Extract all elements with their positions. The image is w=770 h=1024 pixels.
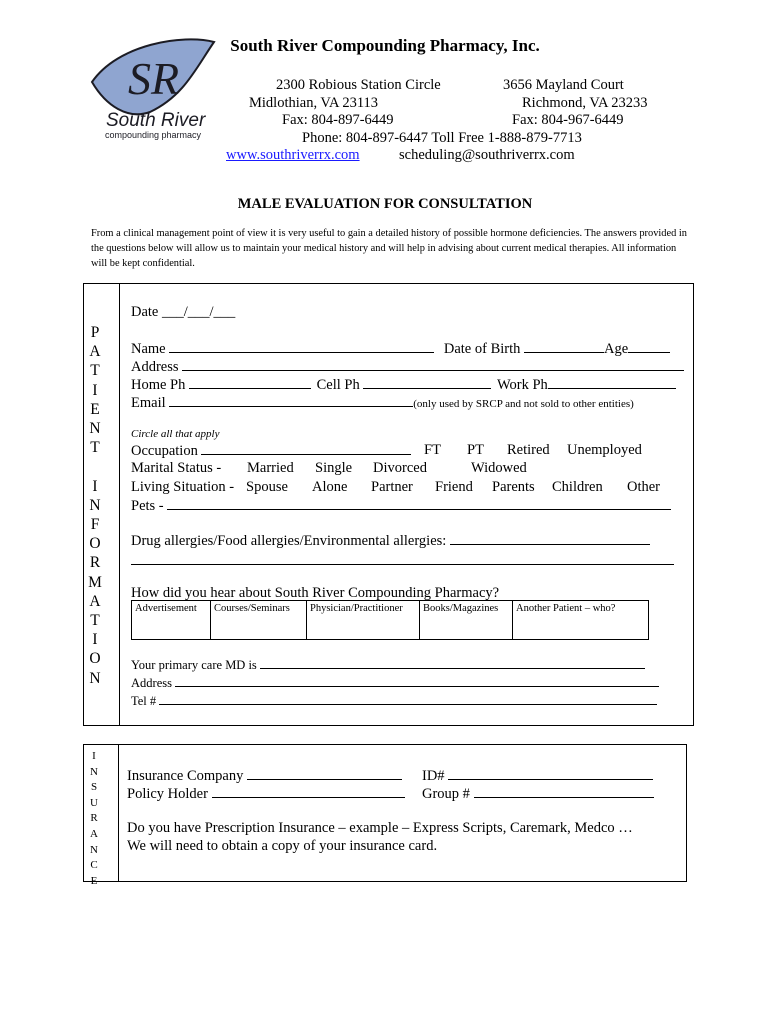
insurance-side-letter: U: [90, 796, 98, 809]
email-label: Email: [131, 395, 166, 411]
name-row: [131, 340, 670, 358]
policy-holder-row: [127, 785, 405, 803]
occupation-label: Occupation: [131, 443, 198, 459]
pcp-tel-row: [131, 694, 657, 709]
insurance-side-label: [83, 749, 105, 889]
option-married[interactable]: Married: [247, 460, 294, 476]
insurance-company-label: Insurance Company: [127, 768, 244, 784]
logo-brand: South River: [106, 110, 206, 131]
pcp-address-input[interactable]: [175, 676, 659, 687]
patient-side-letter: M: [88, 573, 102, 591]
patient-side-letter: O: [89, 650, 101, 668]
option-retired[interactable]: Retired: [507, 442, 550, 458]
patient-side-letter: T: [90, 612, 100, 630]
allergies-row: [131, 532, 650, 550]
patient-side-letter: T: [90, 362, 100, 380]
insurance-side-letter: S: [90, 781, 98, 794]
patient-side-letter: [83, 457, 107, 476]
policy-holder-input[interactable]: [212, 785, 405, 798]
option-partner[interactable]: Partner: [371, 479, 413, 495]
allergies-input[interactable]: [450, 532, 650, 545]
circle-note: Circle all that apply: [131, 428, 220, 440]
group-label: Group #: [422, 786, 470, 802]
address-input[interactable]: [182, 358, 684, 371]
option-widowed[interactable]: Widowed: [471, 460, 527, 476]
patient-side-letter: I: [92, 631, 98, 649]
option-children[interactable]: Children: [552, 479, 603, 495]
option-pt[interactable]: PT: [467, 442, 484, 458]
patient-side-label: [83, 323, 107, 688]
dob-label: Date of Birth: [443, 341, 521, 357]
dob-input[interactable]: [524, 340, 604, 353]
option-single[interactable]: Single: [315, 460, 353, 476]
address-row: [131, 358, 684, 376]
option-other[interactable]: Other: [627, 479, 661, 495]
insurance-side-letter: A: [90, 827, 98, 840]
cell-phone-label: Cell Ph: [316, 377, 360, 393]
rx-insurance-question: Do you have Prescription Insurance – example – Express Scripts, Caremark, Medco …: [127, 820, 633, 836]
work-phone-input[interactable]: [548, 376, 676, 389]
insurance-company-row: [127, 767, 402, 785]
patient-side-letter: E: [90, 400, 100, 418]
referral-courses[interactable]: Courses/Seminars: [211, 600, 307, 640]
home-phone-label: Home Ph: [131, 377, 186, 393]
insurance-id-label: ID#: [422, 768, 445, 784]
phones-row: [131, 376, 676, 394]
patient-side-letter: N: [89, 496, 101, 514]
patient-side-letter: A: [89, 592, 101, 610]
pcp-label: Your primary care MD is: [131, 658, 257, 672]
pcp-tel-label: Tel #: [131, 694, 157, 708]
option-divorced[interactable]: Divorced: [373, 460, 427, 476]
logo-monogram: SR: [128, 53, 180, 104]
name-input[interactable]: [169, 340, 434, 353]
referral-options-table: [131, 600, 649, 640]
patient-side-letter: F: [90, 516, 100, 534]
patient-side-letter: N: [89, 420, 101, 438]
phone-line: Phone: 804-897-6447 Toll Free 1-888-879-7713: [302, 130, 582, 146]
email-input[interactable]: [169, 394, 413, 407]
insurance-section: [83, 744, 687, 882]
patient-side-letter: P: [90, 324, 100, 341]
patient-side-letter: I: [92, 381, 98, 399]
pets-input[interactable]: [167, 497, 671, 510]
work-phone-label: Work Ph: [496, 377, 548, 393]
allergies-label: Drug allergies/Food allergies/Environmental allergies:: [131, 533, 447, 549]
insurance-side-letter: N: [90, 843, 98, 856]
pcp-row: [131, 658, 645, 673]
policy-holder-label: Policy Holder: [127, 786, 208, 802]
insurance-side-letter: R: [90, 812, 98, 825]
option-alone[interactable]: Alone: [312, 479, 348, 495]
group-input[interactable]: [474, 785, 654, 798]
right-address-line2: Richmond, VA 23233: [522, 95, 648, 111]
referral-another-patient[interactable]: Another Patient – who?: [513, 600, 649, 640]
left-address-line2: Midlothian, VA 23113: [249, 95, 379, 111]
occupation-row: [131, 442, 411, 460]
referral-question: How did you hear about South River Compounding Pharmacy?: [131, 585, 500, 601]
marital-label: Marital Status -: [131, 460, 222, 476]
patient-side-letter: I: [92, 477, 98, 495]
insurance-side-letter: I: [92, 750, 96, 762]
pcp-address-label: Address: [131, 676, 172, 690]
right-address-line1: 3656 Mayland Court: [503, 77, 624, 93]
email-address: scheduling@southriverrx.com: [399, 147, 575, 163]
insurance-company-input[interactable]: [247, 767, 402, 780]
living-label: Living Situation -: [131, 479, 235, 495]
referral-physician[interactable]: Physician/Practitioner: [307, 600, 420, 640]
patient-side-letter: R: [89, 554, 101, 572]
right-fax: Fax: 804-967-6449: [512, 112, 624, 128]
patient-side-letter: A: [89, 343, 101, 361]
occupation-input[interactable]: [201, 442, 411, 455]
cell-phone-input[interactable]: [363, 376, 491, 389]
insurance-id-row: [422, 767, 653, 785]
name-label: Name: [131, 341, 166, 357]
left-fax: Fax: 804-897-6449: [282, 112, 394, 128]
referral-books[interactable]: Books/Magazines: [420, 600, 513, 640]
age-label: Age: [604, 341, 629, 357]
company-name: South River Compounding Pharmacy, Inc.: [230, 36, 540, 55]
rx-insurance-note: We will need to obtain a copy of your insurance card.: [127, 838, 438, 854]
left-address-line1: 2300 Robious Station Circle: [276, 77, 441, 93]
website-link[interactable]: www.southriverrx.com: [226, 147, 360, 163]
insurance-side-letter: C: [90, 859, 98, 872]
pets-row: [131, 497, 671, 515]
email-note: (only used by SRCP and not sold to other entities): [413, 398, 634, 410]
group-row: [422, 785, 654, 803]
pcp-address-row: [131, 676, 659, 691]
date-field[interactable]: Date ___/___/___: [131, 304, 236, 320]
pcp-tel-input[interactable]: [159, 694, 657, 705]
email-row: [131, 394, 634, 412]
option-parents[interactable]: Parents: [492, 479, 535, 495]
option-spouse[interactable]: Spouse: [246, 479, 288, 495]
address-label: Address: [131, 359, 179, 375]
option-unemployed[interactable]: Unemployed: [567, 442, 642, 458]
pcp-input[interactable]: [260, 658, 645, 669]
patient-side-letter: T: [90, 439, 100, 457]
option-ft[interactable]: FT: [424, 442, 441, 458]
insurance-id-input[interactable]: [448, 767, 653, 780]
age-input[interactable]: [628, 340, 670, 353]
patient-side-letter: O: [89, 535, 101, 553]
patient-side-letter: N: [89, 669, 101, 687]
home-phone-input[interactable]: [189, 376, 311, 389]
insurance-side-letter: E: [90, 874, 98, 887]
form-title: MALE EVALUATION FOR CONSULTATION: [237, 196, 533, 212]
pets-label: Pets -: [131, 498, 164, 514]
option-friend[interactable]: Friend: [435, 479, 473, 495]
referral-advertisement[interactable]: Advertisement: [131, 600, 211, 640]
allergies-input-line2[interactable]: [131, 554, 674, 565]
logo-subtitle: compounding pharmacy: [105, 130, 202, 140]
insurance-side-letter: N: [90, 765, 98, 778]
intro-text: From a clinical management point of view it is very useful to gain a detailed history of possible hormone deficiencies. The answers provided in the questions below will allow us to maintain your medical history and will help in advising about current medical therapies. All information will be kept confidential.: [91, 228, 687, 269]
